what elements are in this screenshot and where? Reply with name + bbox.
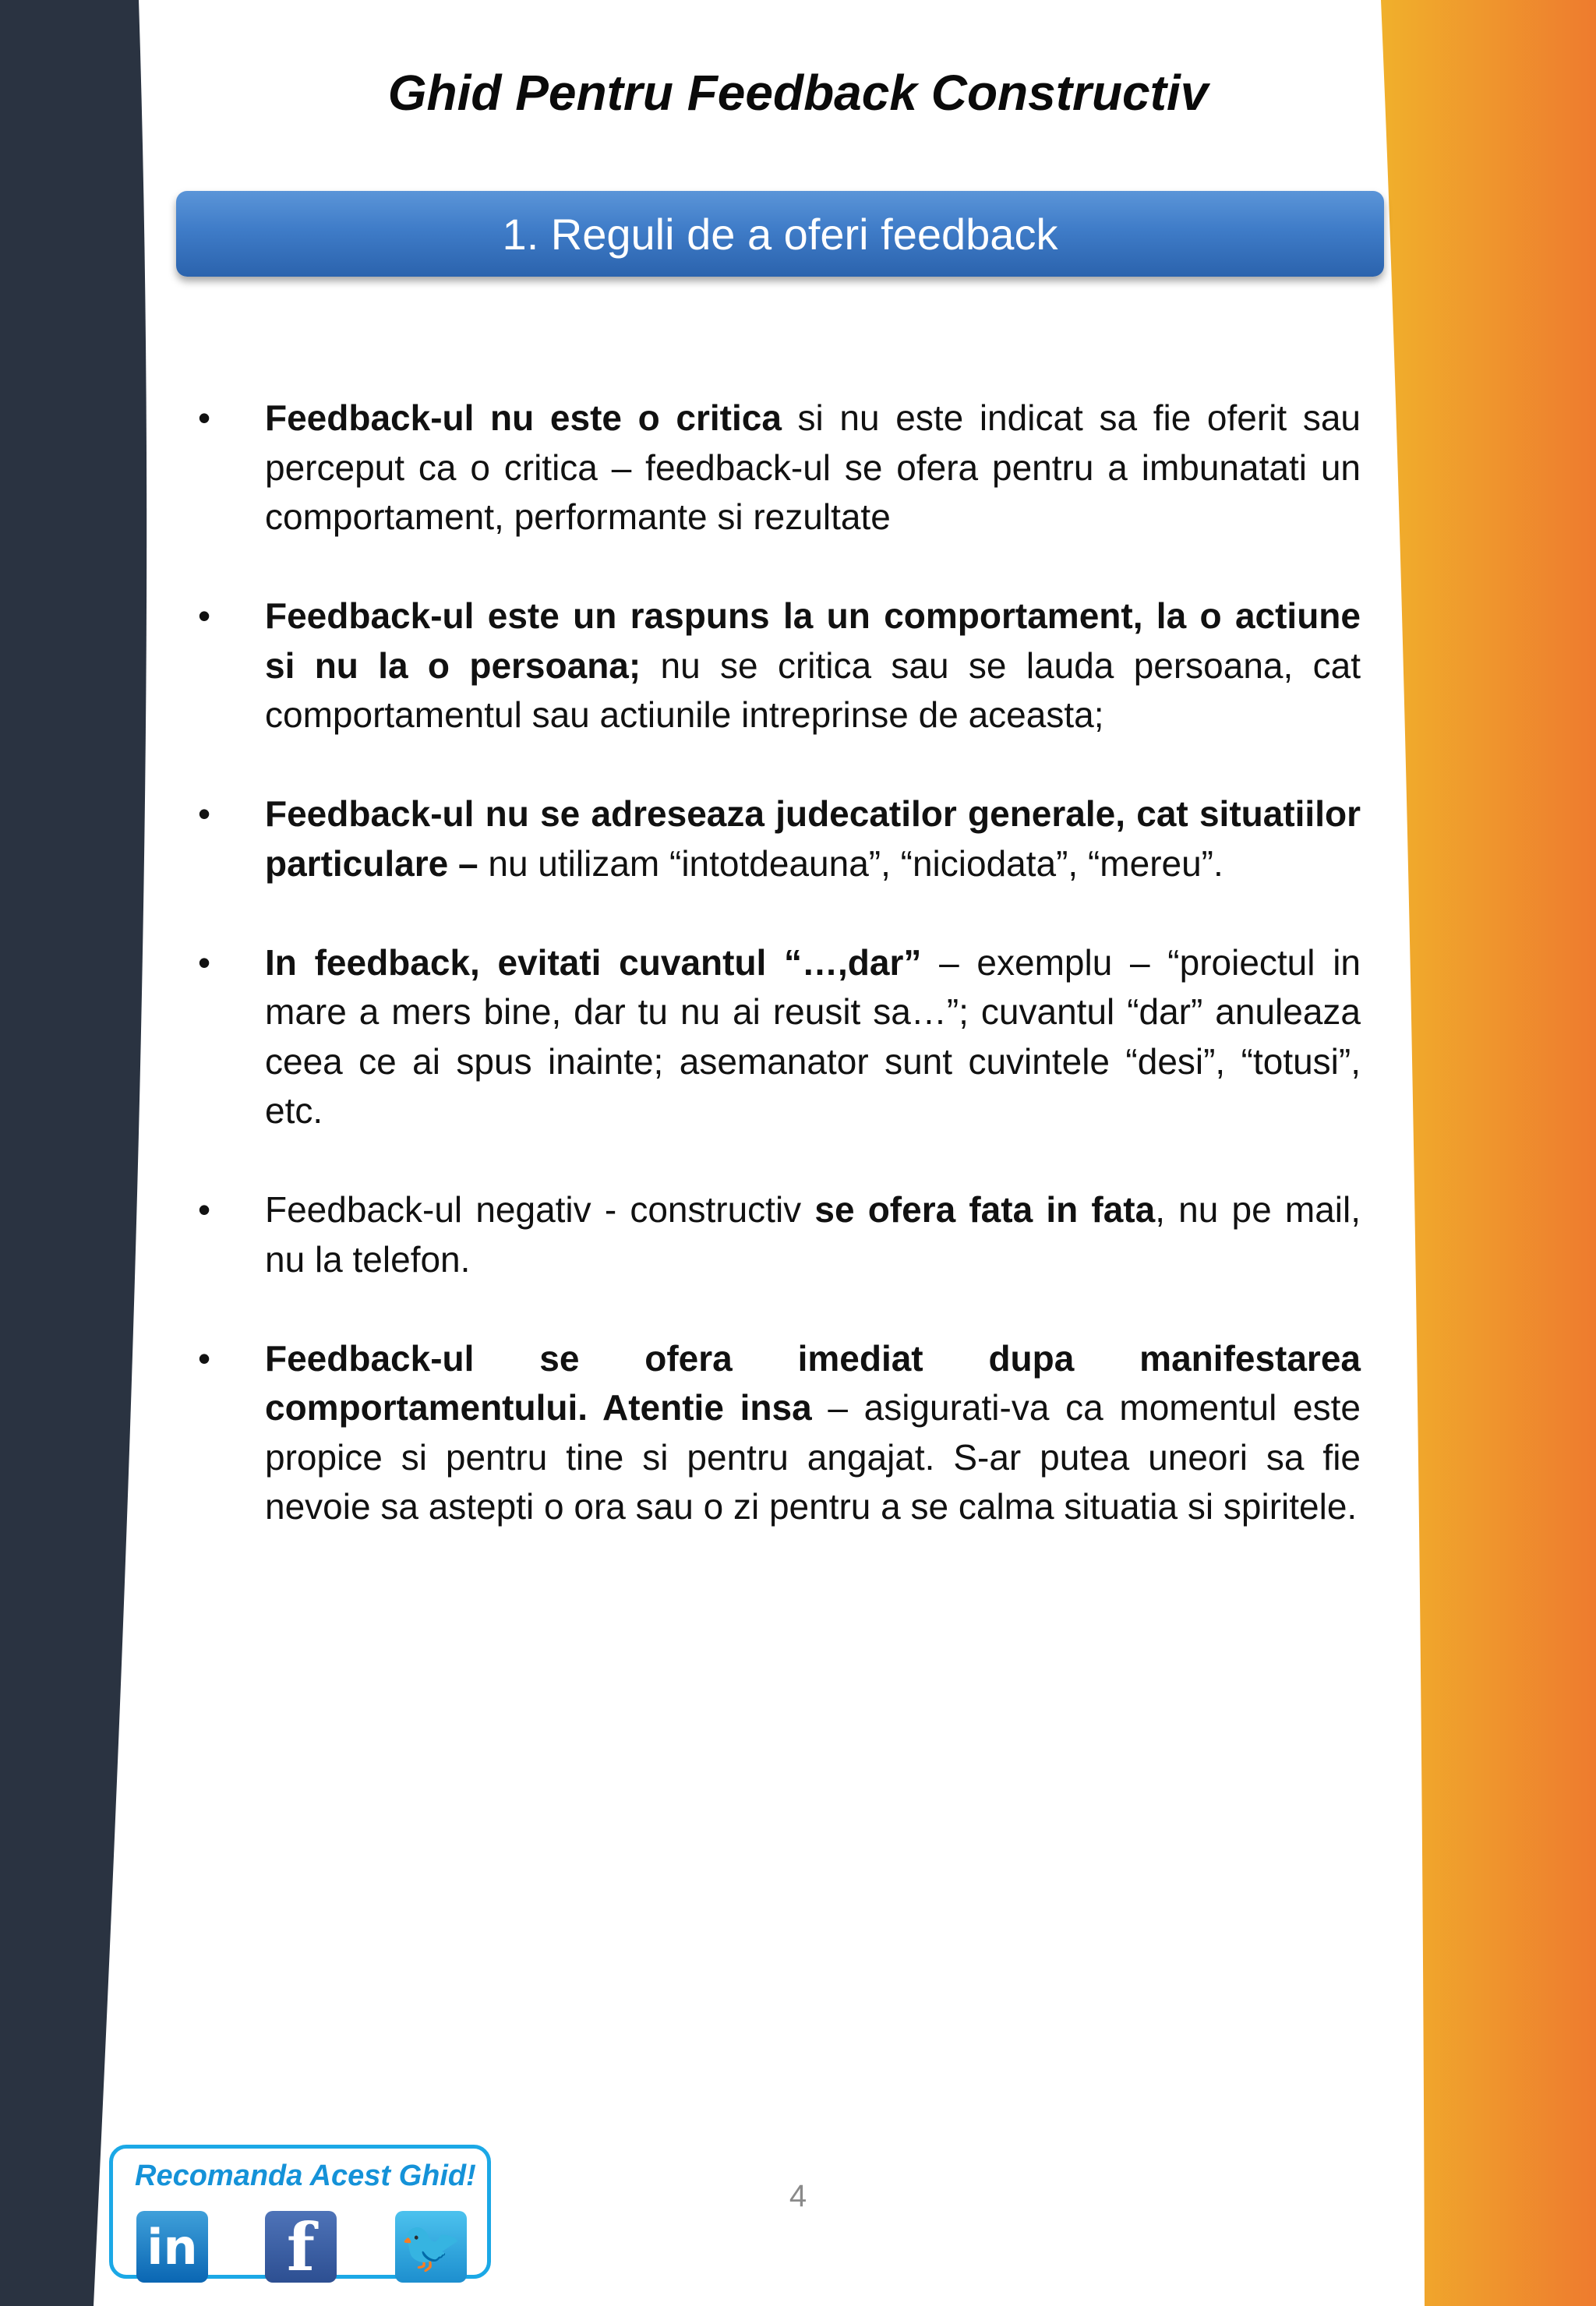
bullet-icon: • [198, 595, 211, 636]
twitter-icon[interactable]: 🐦 [395, 2211, 467, 2283]
section-heading-banner [176, 191, 1384, 277]
bullet-icon: • [198, 941, 211, 983]
bullet-icon: • [198, 1189, 211, 1230]
bullet-icon: • [198, 397, 211, 438]
rule-text: Feedback-ul negativ - constructiv [265, 1189, 815, 1230]
section-heading: 1. Reguli de a oferi feedback [502, 209, 1058, 259]
linkedin-icon[interactable]: in [136, 2211, 208, 2283]
share-label: Recomanda Acest Ghid! [135, 2159, 476, 2192]
rule-text: , nu pe mail, nu la telefon. [265, 1189, 1361, 1280]
left-dark-band [0, 0, 147, 2306]
list-item [198, 1185, 1361, 1284]
facebook-icon[interactable]: f [265, 2211, 337, 2283]
rule-text: si nu este indicat sa fie oferit sau perceput ca o critica – feedback-ul se ofera pentru a imbunatati un comportament, performante si rezultate [265, 397, 1361, 537]
bullet-icon: • [198, 793, 211, 834]
page-number: 4 [789, 2179, 807, 2213]
list-item [198, 394, 1361, 542]
list-item [198, 592, 1361, 740]
rule-emphasis: se ofera fata in fata [814, 1189, 1156, 1230]
rule-text: nu se critica sau se lauda persoana, cat comportamentul sau actiunile intreprinse de aceasta; [265, 644, 1361, 735]
page-title: Ghid Pentru Feedback Constructiv [387, 65, 1209, 121]
rule-text: – exemplu – “proiectul in mare a mers bine, dar tu nu ai reusit sa…”; cuvantul “dar” anuleaza ceea ce ai spus inainte; asemanator sunt cuvintele “desi”, “totusi”, etc. [265, 941, 1361, 1131]
rules-list [198, 394, 1361, 1581]
rule-emphasis: Feedback-ul nu se adreseaza judecatilor generale, cat situatiilor particulare – [265, 793, 1361, 884]
rule-text: – asigurati-va ca momentul este propice si pentru tine si pentru angajat. S-ar putea uneori sa fie nevoie sa astepti o ora sau o zi pentru a se calma situatia si spiritele. [265, 1387, 1361, 1527]
right-orange-band [1381, 0, 1596, 2306]
rule-emphasis: Feedback-ul nu este o critica [265, 397, 782, 438]
rule-emphasis: In feedback, evitati cuvantul “…,dar” [265, 941, 922, 983]
list-item [198, 789, 1361, 888]
rule-emphasis: Feedback-ul este un raspuns la un comportament, la o actiune si nu la o persoana; [265, 595, 1361, 686]
list-item [198, 938, 1361, 1136]
rule-text: nu utilizam “intotdeauna”, “niciodata”, “mereu”. [478, 842, 1223, 884]
list-item [198, 1334, 1361, 1532]
bullet-icon: • [198, 1337, 211, 1379]
rule-emphasis: Feedback-ul se ofera imediat dupa manifestarea comportamentului. Atentie insa [265, 1337, 1361, 1428]
